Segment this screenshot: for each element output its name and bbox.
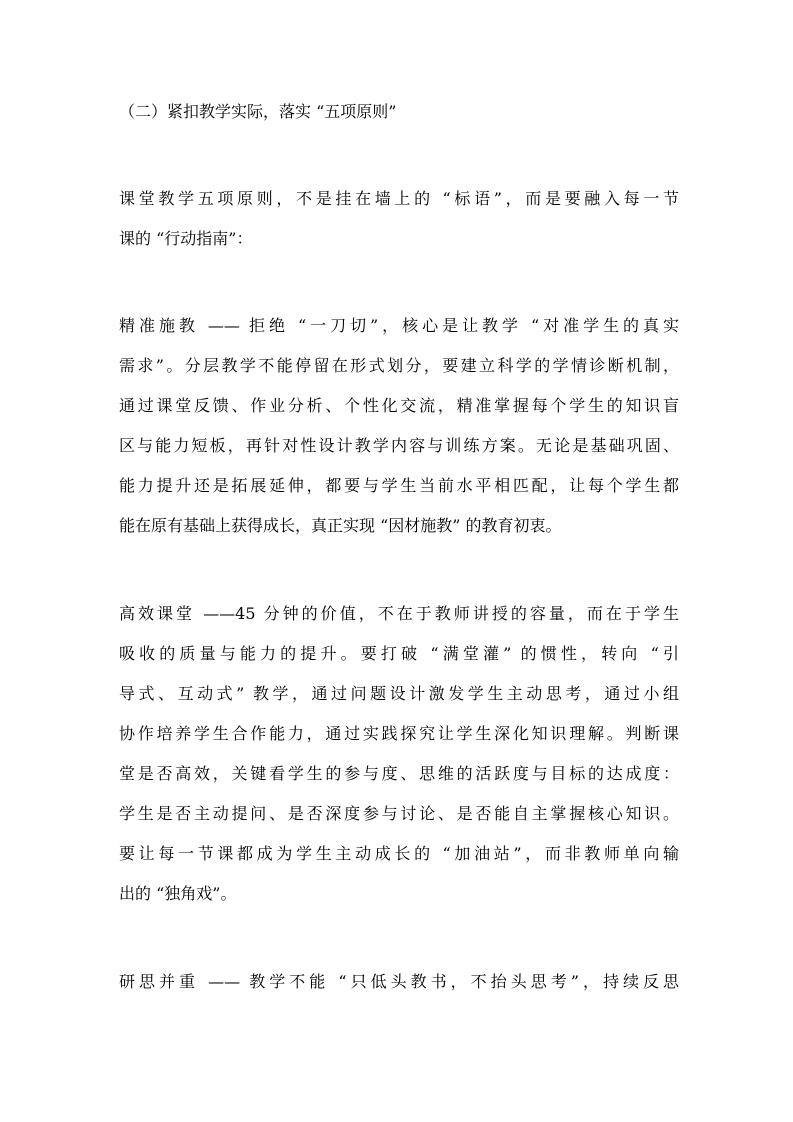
paragraph-2-line-6: 学生是否主动提问、是否深度参与讨论、是否能自主掌握核心知识。	[119, 804, 679, 823]
paragraph-3-line-1: 研思并重 —— 教学不能 “只低头教书，不抬头思考”，持续反思	[119, 972, 679, 991]
paragraph-2-line-7: 要让每一节课都成为学生主动成长的 “加油站”，而非教师单向输	[119, 844, 679, 863]
paragraph-1-line-3: 通过课堂反馈、作业分析、个性化交流，精准掌握每个学生的知识盲	[119, 396, 679, 415]
paragraph-2-line-8: 出的 “独角戏”。	[119, 884, 237, 903]
intro-line-2: 课的 “行动指南”：	[119, 229, 253, 248]
paragraph-2-line-5: 堂是否高效，关键看学生的参与度、思维的活跃度与目标的达成度：	[119, 764, 679, 783]
paragraph-1-line-1: 精准施教 —— 拒绝 “一刀切”，核心是让教学 “对准学生的真实	[119, 316, 679, 335]
paragraph-1-line-5: 能力提升还是拓展延伸，都要与学生当前水平相匹配，让每个学生都	[119, 476, 679, 495]
section-heading: （二）紧扣教学实际，落实 “五项原则”	[119, 102, 397, 121]
paragraph-2-line-3: 导式、互动式” 教学，通过问题设计激发学生主动思考，通过小组	[119, 684, 679, 703]
paragraph-1-line-6: 能在原有基础上获得成长，真正实现 “因材施教” 的教育初衷。	[119, 516, 562, 535]
paragraph-2-line-2: 吸收的质量与能力的提升。要打破 “满堂灌” 的惯性，转向 “引	[119, 644, 679, 663]
intro-line-1: 课堂教学五项原则，不是挂在墙上的 “标语”，而是要融入每一节	[119, 189, 679, 208]
paragraph-1-line-2: 需求”。分层教学不能停留在形式划分，要建立科学的学情诊断机制，	[119, 356, 679, 375]
paragraph-1-line-4: 区与能力短板，再针对性设计教学内容与训练方案。无论是基础巩固、	[119, 436, 679, 455]
paragraph-2-line-1: 高效课堂 ——45 分钟的价值，不在于教师讲授的容量，而在于学生	[119, 604, 679, 623]
paragraph-2-line-4: 协作培养学生合作能力，通过实践探究让学生深化知识理解。判断课	[119, 724, 679, 743]
